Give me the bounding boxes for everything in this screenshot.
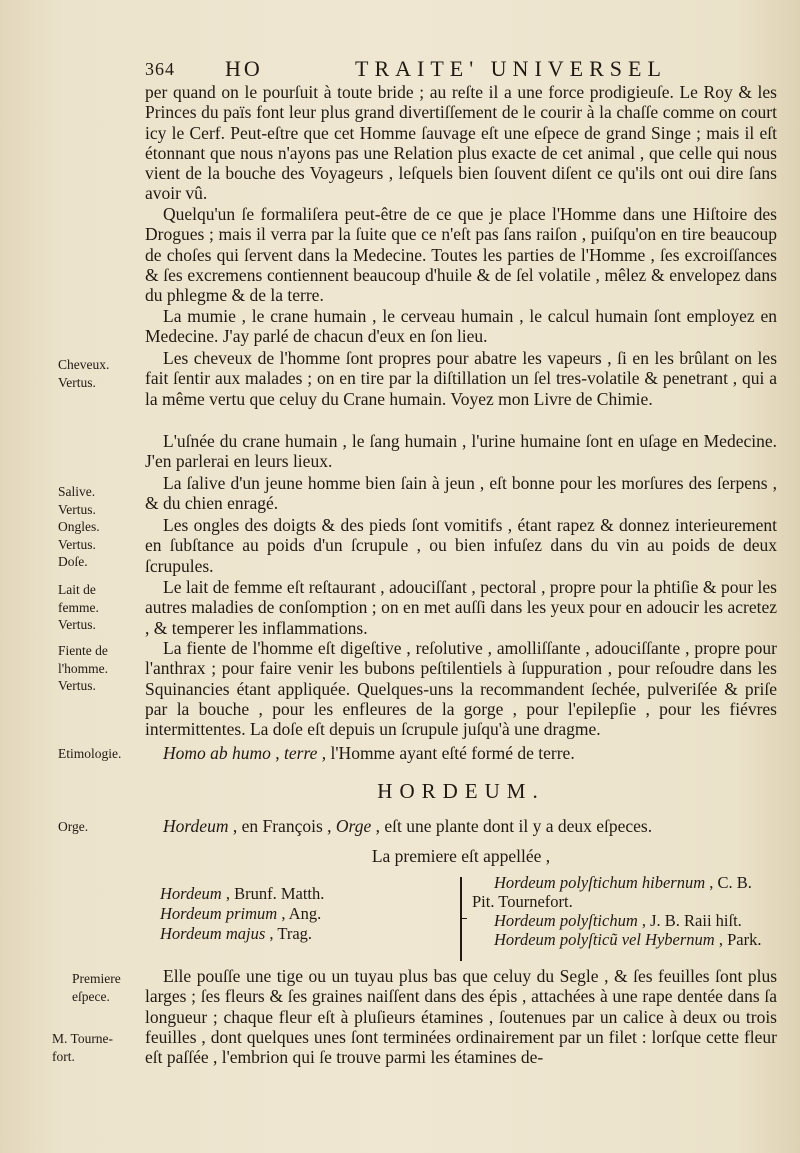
synonym-entry: [472, 873, 777, 892]
margin-note-lait: [58, 581, 138, 634]
margin-label: femme.: [58, 599, 99, 615]
synonym-author: Pit. Tournefort.: [472, 892, 573, 911]
paragraph-ongles: Les ongles des doigts & des pieds ſont vomitifs , étant rapez & donnez interieurement en ſubſtance au poids d'un ſcrupule , ou bien infuſez dans du vin au poids de deux ſcrupules.: [145, 515, 777, 576]
orge-name: Orge: [335, 816, 372, 836]
margin-note-fiente: [58, 642, 138, 695]
paragraph-salive: La ſalive d'un jeune homme bien ſain à jeun , eſt bonne pour les morſures des ſerpens , & du chien enragé.: [145, 473, 777, 514]
synonym-name: Hordeum polyſtichum: [494, 911, 638, 930]
margin-label: M. Tourne-: [52, 1031, 114, 1046]
paragraph-lait: Le lait de femme eſt reſtaurant , adouciſſant , pectoral , propre pour la phtiſie & pour les autres maladies de conſomption ; on en met auſſi dans les yeux pour en adoucir les acretez , & temperer les inflammations.: [145, 577, 777, 638]
hordeum-name: Hordeum: [163, 816, 229, 836]
margin-label: Orge.: [58, 819, 89, 834]
margin-label: Cheveux.: [58, 357, 110, 372]
paragraph-homme-sauvage: per quand on le pourſuit à toute bride ; au reſte il a une force prodigieuſe. Le Roy & les Princes du païs font leur plus grand divertiſſement de le courir à la chaſſe comme on court icy le Cerf. Peut-eſtre que cet Homme ſauvage eſt une eſpece de grand Singe ; mais il eſt étonnant que nous n'ayons pas une Relation plus exacte de cet animal , que celle qui nous vient de la bouche des Voyageurs , leſquels bien ſouvent diſent ce qu'ils ont oui dire ſans avoir vû.: [145, 82, 777, 204]
synonym-author: , Ang.: [277, 904, 322, 923]
margin-note-tournefort: [52, 1030, 132, 1065]
synonym-entry: [472, 930, 777, 949]
paragraph-hordeum-intro: [145, 816, 777, 836]
margin-label: Etimologie.: [58, 746, 122, 761]
synonym-author: , C. B.: [705, 873, 752, 892]
margin-note-premiere: [72, 970, 152, 1005]
margin-label: eſpece.: [72, 988, 110, 1004]
margin-label: Doſe.: [58, 554, 88, 569]
first-species-label: La premiere eſt appellée ,: [371, 846, 551, 866]
paragraph-homme-drogues: Quelqu'un ſe formaliſera peut-être de ce que je place l'Homme dans une Hiſtoire des Drogues ; mais il verra par la ſuite que ce n'eſt pas ſans raiſon , puiſqu'on en tire beaucoup de choſes qui ſervent dans la Medecine. Toutes les parties de l'Homme , ſes excroiſſances & ſes excremens contiennent beaucoup d'huile & de ſel volatile , mêlez & envelopez dans du phlegme & de la terre.: [145, 204, 777, 306]
synonym-entry: [472, 911, 777, 930]
header-abbreviation: HO: [225, 56, 263, 81]
margin-label: Vertus.: [58, 374, 96, 390]
margin-label: l'homme.: [58, 660, 109, 676]
synonym-name: Hordeum primum: [160, 904, 278, 923]
hordeum-intro-text-a: , en François ,: [228, 816, 336, 836]
synonym-author: , Park.: [714, 930, 762, 949]
running-header: [145, 56, 775, 82]
margin-label: Vertus.: [58, 501, 96, 517]
paragraph-cheveux: Les cheveux de l'homme ſont propres pour abatre les vapeurs , ſi en les brûlant on les fait ſentir aux malades ; on en tire par la diſtillation un ſel tres-volatile & penetrant , qui a la même vertu que celuy du Crane humain. Voyez mon Livre de Chimie.: [145, 348, 777, 409]
synonyms-right: [472, 873, 777, 949]
synonym-entry: [160, 904, 455, 924]
synonym-entry: [160, 884, 455, 904]
header-title: TRAITE' UNIVERSEL: [355, 56, 667, 81]
synonym-entry: [472, 892, 777, 911]
paragraph-fiente: La fiente de l'homme eſt digeſtive , reſolutive , amolliſſante , adouciſſante , propre pour l'anthrax ; pour faire venir les bubons peſtilentiels à ſuppuration , pour reſoudre dans les Squinancies étant appliquée. Quelques-uns la recommandent ſechée, pulveriſée & priſe par la bouche , pour les enfleures de la gorge , pour l'epilepſie , pour les fiévres intermittentes. La doſe eſt depuis un ſcrupule juſqu'à une dragme.: [145, 638, 777, 740]
paragraph-usnee: L'uſnée du crane humain , le ſang humain , l'urine humaine ſont en uſage en Medecine. J'en parlerai en leurs lieux.: [145, 431, 777, 472]
margin-label: Vertus.: [58, 617, 96, 632]
margin-label: Lait de: [58, 582, 96, 597]
margin-label: Salive.: [58, 484, 96, 499]
etymology-text: l'Homme ayant eſté formé de terre.: [326, 743, 575, 763]
etymology-latin: Homo ab humo , terre ,: [163, 743, 327, 763]
paragraph-premiere-espece: Elle pouſſe une tige ou un tuyau plus bas que celuy du Segle , & ſes feuilles ſont plus larges ; ſes fleurs & ſes graines naiſſent dans des épis , attachées à une rape dentée dans ſa longueur ; chaque fleur eſt à pluſieurs étamines , ſoutenues par un calice à deux ou trois feuilles , dont quelques unes ſont terminées ordinairement par un filet : lorſque cette fleur eſt paſſée , l'embrion qui ſe trouve parmi les étamines de-: [145, 966, 777, 1068]
margin-note-salive-ongles: [58, 483, 138, 571]
section-heading: HORDEUM.: [377, 779, 545, 803]
margin-note-cheveux: [58, 356, 138, 391]
margin-label: fort.: [52, 1048, 75, 1064]
brace-point: [461, 918, 467, 927]
margin-label: Premiere: [72, 971, 121, 986]
margin-note-etimologie: [58, 745, 138, 763]
paragraph-etimologie: [145, 743, 777, 763]
synonym-name: Hordeum polyſticũ vel Hybernum: [494, 930, 715, 949]
margin-label: Ongles.: [58, 519, 100, 534]
hordeum-intro-text-b: , eſt une plante dont il y a deux eſpeces.: [371, 816, 653, 836]
synonyms-left: [160, 884, 455, 944]
synonym-author: , Brunf. Matth.: [221, 884, 325, 903]
paragraph-mumie: La mumie , le crane humain , le cerveau humain , le calcul humain ſont employez en Medecine. J'ay parlé de chacun d'eux en ſon lieu.: [145, 306, 777, 347]
synonym-author: , J. B. Raii hiſt.: [637, 911, 742, 930]
synonym-name: Hordeum majus: [160, 924, 266, 943]
synonym-name: Hordeum: [160, 884, 222, 903]
margin-label: Fiente de: [58, 643, 108, 658]
margin-label: Vertus.: [58, 678, 96, 693]
page-number: 364: [145, 59, 175, 79]
margin-note-orge: [58, 818, 138, 836]
synonym-author: , Trag.: [265, 924, 313, 943]
synonym-entry: [160, 924, 455, 944]
synonym-name: Hordeum polyſtichum hibernum: [494, 873, 706, 892]
margin-label: Vertus.: [58, 536, 96, 552]
